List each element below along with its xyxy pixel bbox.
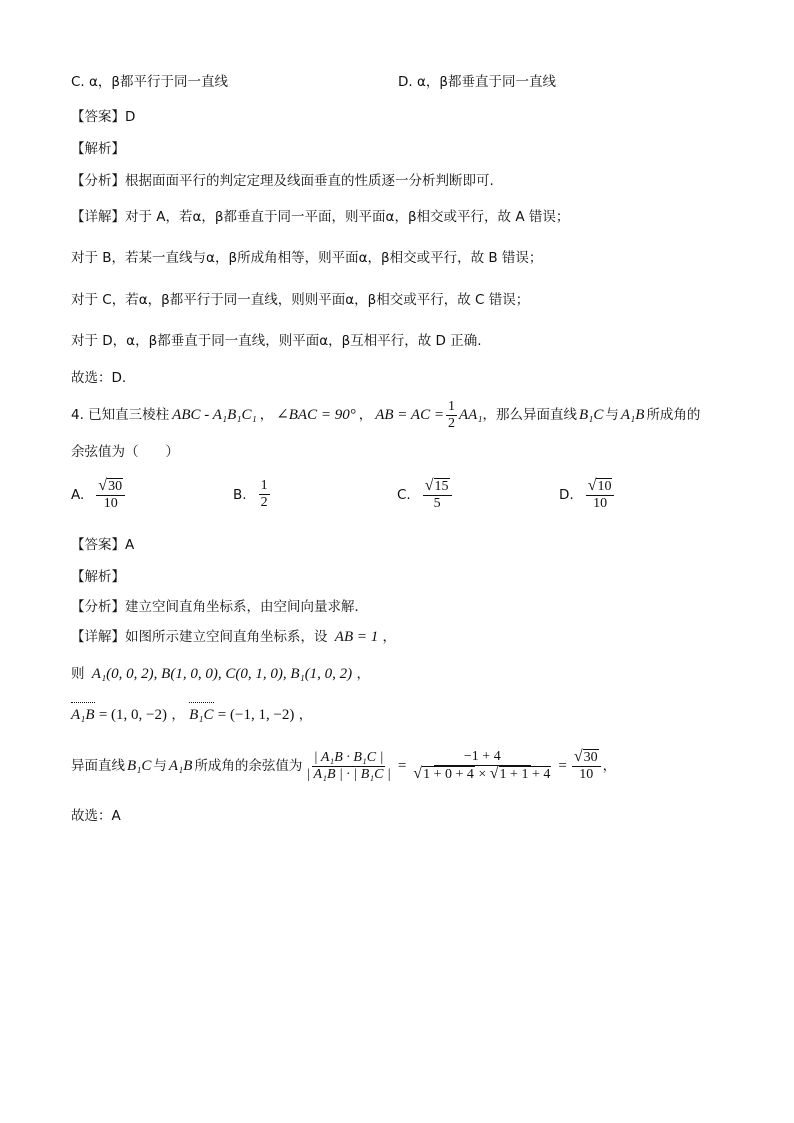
q4-option-b[interactable] bbox=[233, 478, 272, 511]
option-c-prev: C. α，β都平行于同一直线 bbox=[71, 74, 229, 90]
q4-vec2-name: B₁C bbox=[189, 707, 214, 723]
q4-vec2-val: = (−1, 1, −2) bbox=[217, 707, 295, 723]
q4-vectors bbox=[71, 705, 312, 725]
q4-cos-line bbox=[71, 744, 616, 788]
q4-cos-fraction-2 bbox=[411, 749, 553, 783]
q4-option-c[interactable] bbox=[397, 478, 454, 512]
q4-coords-suffix: ， bbox=[356, 666, 370, 682]
q4-option-d-num: 10 bbox=[597, 479, 612, 494]
q4-angle: ∠BAC = 90° bbox=[276, 407, 356, 423]
q4-frac1-num: | A₁B · B₁C | bbox=[313, 749, 384, 765]
q4-stem-mid: ，那么异面直线 bbox=[482, 407, 577, 423]
q4-detail-prefix: 【详解】如图所示建立空间直角坐标系，设 bbox=[71, 629, 328, 645]
q4-cos-b1c: B₁C bbox=[127, 758, 152, 774]
q4-option-a[interactable] bbox=[71, 478, 127, 512]
q4-option-d[interactable] bbox=[559, 478, 616, 512]
q4-coords-prefix: 则 bbox=[71, 666, 85, 682]
q4-frac2-den-b: 1 + 1 + 4 bbox=[499, 767, 551, 782]
q4-answer: 【答案】A bbox=[71, 537, 135, 553]
q4-vec-sep: ， bbox=[171, 707, 185, 723]
q3-detail-1: 【详解】对于 A，若α，β都垂直于同一平面，则平面α，β相交或平行，故 A 错误； bbox=[71, 209, 570, 225]
q4-option-b-num: 1 bbox=[260, 478, 268, 493]
q4-half-num: 1 bbox=[447, 398, 455, 414]
q4-choose: 故选：A bbox=[71, 808, 121, 824]
q4-stem-line2: 余弦值为（ ） bbox=[71, 444, 179, 460]
q4-option-d-fraction: √ 10 10 bbox=[586, 478, 615, 512]
q4-jiexi: 【解析】 bbox=[71, 569, 125, 585]
q4-vec-end: ， bbox=[298, 707, 313, 723]
q4-option-a-num: 30 bbox=[108, 479, 123, 494]
q4-prism: ABC - A₁B₁C₁ bbox=[172, 407, 257, 423]
q4-option-d-label: D. bbox=[559, 487, 574, 503]
q4-option-a-fraction: √ 30 10 bbox=[96, 478, 125, 512]
q3-fenxi: 【分析】根据面面平行的判定定理及线面垂直的性质逐一分析判断即可. bbox=[71, 173, 494, 189]
q4-b1c: B₁C bbox=[579, 407, 604, 423]
q4-option-c-num: 15 bbox=[434, 479, 449, 494]
q4-cos-with: 与 bbox=[153, 758, 167, 774]
q4-option-c-den: 5 bbox=[433, 496, 441, 511]
q4-stem-prefix: 4. 已知直三棱柱 bbox=[71, 407, 170, 423]
q3-choose: 故选：D. bbox=[71, 370, 127, 386]
q4-frac1-den: | A₁B | · | B₁C | bbox=[306, 766, 391, 782]
q4-frac2-den: √ 1 + 0 + 4 × √ 1 + 1 + 4 bbox=[413, 765, 551, 782]
q4-ab-eq: AB = 1 bbox=[334, 629, 379, 645]
q4-coords-values: A₁(0, 0, 2), B(1, 0, 0), C(0, 1, 0), B₁(1, 0, 2) bbox=[91, 666, 353, 682]
q3-detail-3: 对于 C，若α，β都平行于同一直线，则则平面α，β相交或平行，故 C 错误； bbox=[71, 292, 530, 308]
q4-vec1-name: A₁B bbox=[71, 707, 95, 723]
q4-stem-line1: 4. 已知直三棱柱 ABC - A₁B₁C₁ ， ∠BAC = 90° ， AB = AC = $\frac{1}{2}$ AA₁ ，那么异面直线 B₁C 与 A₁B 所成角的 bbox=[71, 398, 701, 431]
q4-frac2-den-times: × bbox=[478, 767, 487, 782]
q3-jiexi: 【解析】 bbox=[71, 141, 125, 157]
q4-eq-2: = bbox=[558, 758, 567, 774]
q4-result-den: 10 bbox=[579, 767, 594, 782]
q4-fenxi: 【分析】建立空间直角坐标系，由空间向量求解． bbox=[71, 599, 368, 615]
q4-detail-suffix: ， bbox=[382, 629, 397, 645]
q4-frac2-num: −1 + 4 bbox=[434, 749, 531, 766]
q4-option-b-label: B. bbox=[233, 486, 247, 503]
q4-cos-a1b: A₁B bbox=[168, 758, 193, 774]
q4-aa1: AA₁ bbox=[458, 407, 483, 423]
q4-cos-mid: 所成角的余弦值为 bbox=[194, 758, 303, 774]
q3-detail-2: 对于 B，若某一直线与α，β所成角相等，则平面α，β相交或平行，故 B 错误； bbox=[71, 250, 543, 266]
q4-coords bbox=[71, 664, 370, 684]
q4-stem-end: 所成角的 bbox=[646, 407, 701, 423]
q3-answer: 【答案】D bbox=[71, 109, 136, 125]
q4-half-den: 2 bbox=[447, 415, 455, 431]
q4-option-c-fraction: √ 15 5 bbox=[423, 478, 452, 512]
q4-half-fraction bbox=[446, 399, 457, 432]
q4-option-c-label: C. bbox=[397, 487, 411, 503]
q4-option-b-den: 2 bbox=[260, 495, 268, 510]
q4-option-d-den: 10 bbox=[593, 496, 608, 511]
q4-cos-prefix: 异面直线 bbox=[71, 758, 125, 774]
q4-vec1-val: = (1, 0, −2) bbox=[98, 707, 168, 723]
q4-result-num: 30 bbox=[583, 750, 598, 765]
q4-frac2-den-a: 1 + 0 + 4 bbox=[423, 767, 474, 782]
q4-a1b: A₁B bbox=[620, 407, 645, 423]
q4-cos-end: ， bbox=[602, 758, 617, 774]
q4-detail bbox=[71, 627, 396, 647]
q4-result-fraction: √ 30 10 bbox=[572, 749, 601, 783]
q4-cos-fraction-1 bbox=[304, 750, 392, 783]
q4-eq-left: AB = AC = bbox=[375, 407, 444, 423]
q3-detail-4: 对于 D，α，β都垂直于同一直线，则平面α，β互相平行，故 D 正确. bbox=[71, 333, 482, 349]
q4-option-b-fraction bbox=[259, 478, 270, 511]
q4-option-a-den: 10 bbox=[103, 496, 118, 511]
q4-with: 与 bbox=[605, 407, 619, 423]
q4-option-a-label: A. bbox=[71, 487, 85, 503]
q4-eq-1: = bbox=[397, 758, 407, 774]
option-d-prev: D. α，β都垂直于同一直线 bbox=[398, 74, 556, 90]
